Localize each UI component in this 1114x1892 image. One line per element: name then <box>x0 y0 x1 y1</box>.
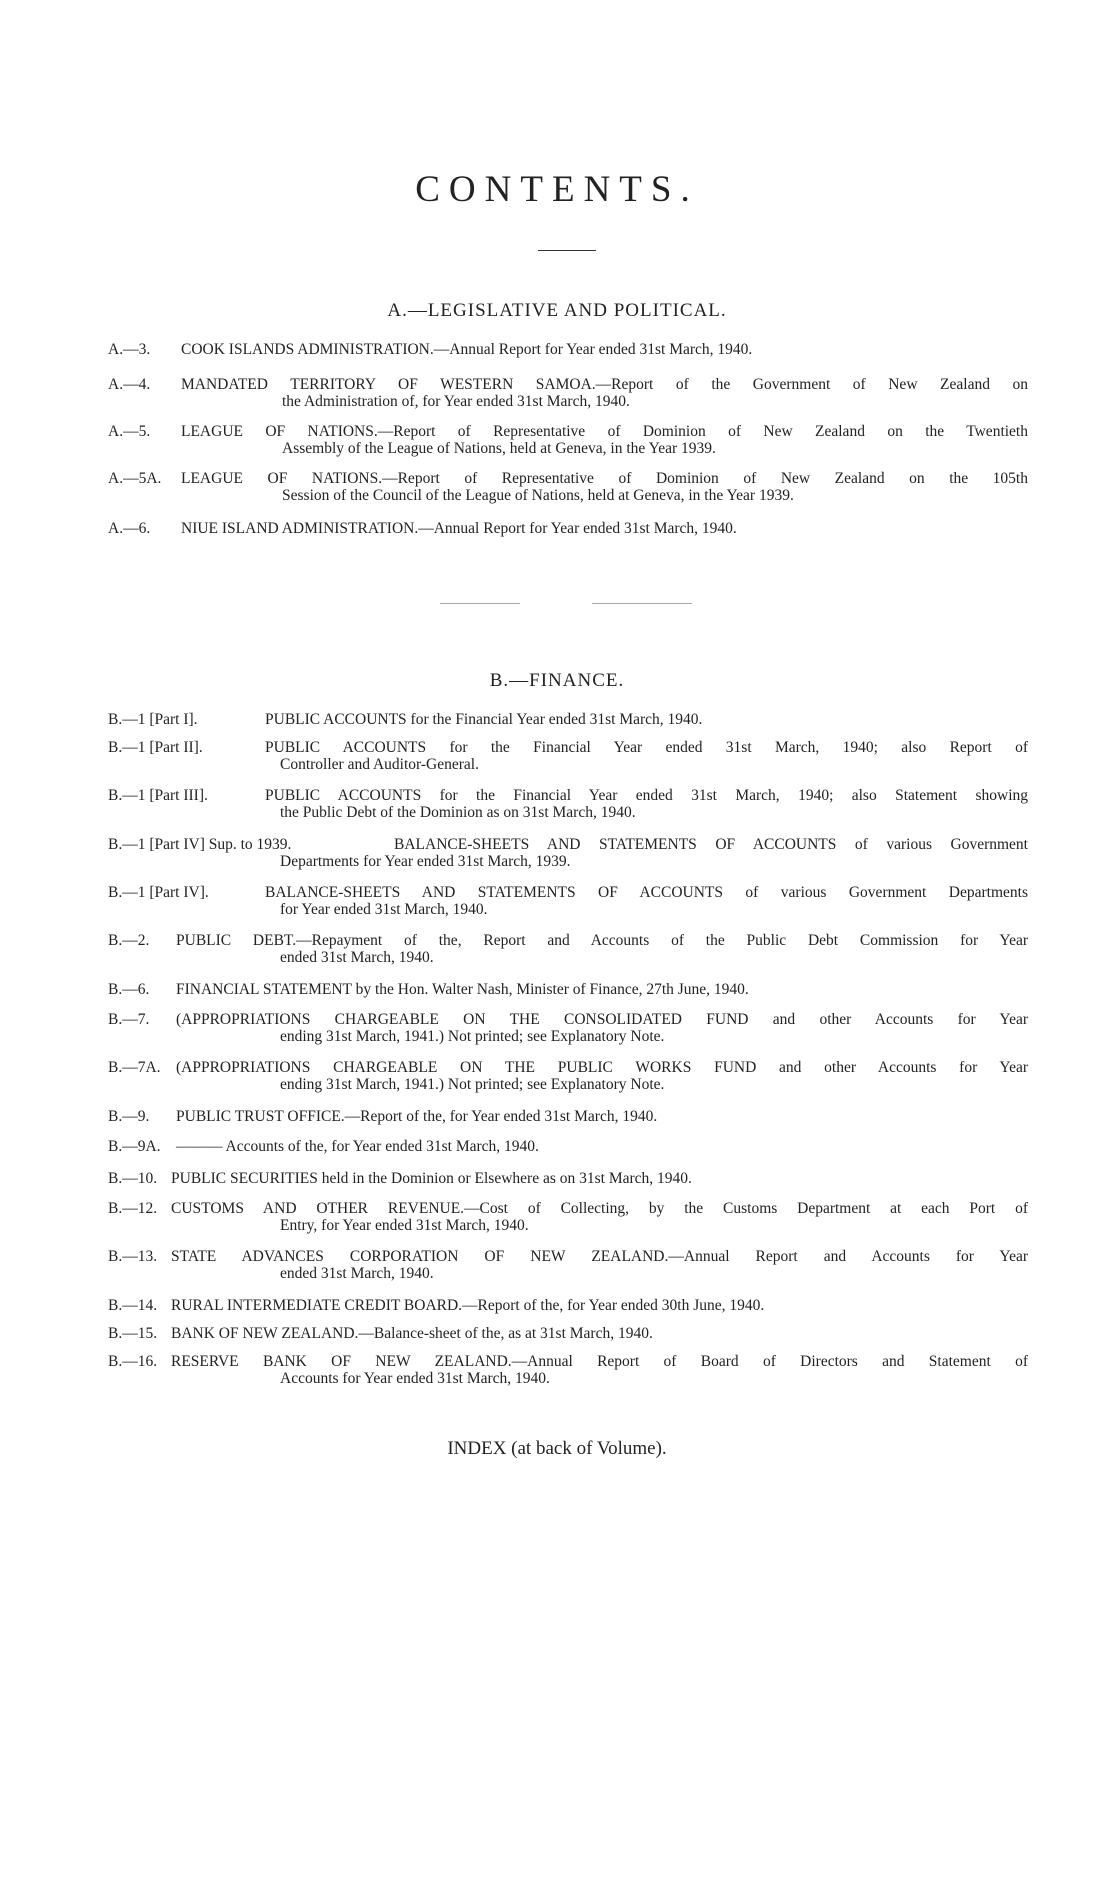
entry-code: B.—9A. <box>108 1138 161 1155</box>
entry-title: FINANCIAL STATEMENT by the Hon. Walter Nash, Minister of Finance, 27th June, 1940. <box>176 981 749 998</box>
entry-title: (APPROPRIATIONS CHARGEABLE ON THE CONSOLIDATED FUND and other Accounts for Year <box>176 1011 1028 1028</box>
entry-title: PUBLIC DEBT.—Repayment of the, Report and Accounts of the Public Debt Commission for Year <box>176 932 1028 949</box>
entry-title: RESERVE BANK OF NEW ZEALAND.—Annual Report of Board of Directors and Statement of <box>171 1353 1028 1370</box>
entry-title: PUBLIC ACCOUNTS for the Financial Year ended 31st March, 1940; also Statement showing <box>265 787 1028 804</box>
index-note: INDEX (at back of Volume). <box>447 1438 667 1459</box>
entry-code: A.—6. <box>108 520 151 537</box>
entry-title: BANK OF NEW ZEALAND.—Balance-sheet of the, as at 31st March, 1940. <box>171 1325 653 1342</box>
entry-continuation: Session of the Council of the League of Nations, held at Geneva, in the Year 1939. <box>282 487 794 504</box>
entry-title: MANDATED TERRITORY OF WESTERN SAMOA.—Report of the Government of New Zealand on <box>181 376 1028 393</box>
entry-code: B.—1 [Part II]. <box>108 739 203 756</box>
entry-title: COOK ISLANDS ADMINISTRATION.—Annual Report for Year ended 31st March, 1940. <box>181 341 753 358</box>
entry-continuation: ending 31st March, 1941.) Not printed; see Explanatory Note. <box>280 1028 665 1045</box>
entry-code: A.—5A. <box>108 470 162 487</box>
entry-title: PUBLIC ACCOUNTS for the Financial Year ended 31st March, 1940. <box>265 711 703 728</box>
section-heading-b: B.—FINANCE. <box>489 670 625 691</box>
entry-title: PUBLIC TRUST OFFICE.—Report of the, for Year ended 31st March, 1940. <box>176 1108 658 1125</box>
page-title: CONTENTS. <box>415 169 699 210</box>
entry-code: B.—6. <box>108 981 150 998</box>
entry-title: CUSTOMS AND OTHER REVENUE.—Cost of Collecting, by the Customs Department at each Port of <box>171 1200 1028 1217</box>
entry-title: RURAL INTERMEDIATE CREDIT BOARD.—Report of the, for Year ended 30th June, 1940. <box>171 1297 765 1314</box>
entry-title: LEAGUE OF NATIONS.—Report of Representative of Dominion of New Zealand on the Twentieth <box>181 423 1028 440</box>
entry-code: B.—13. <box>108 1248 158 1265</box>
entry-title: PUBLIC SECURITIES held in the Dominion or Elsewhere as on 31st March, 1940. <box>171 1170 692 1187</box>
entry-title: ——— Accounts of the, for Year ended 31st March, 1940. <box>176 1138 539 1155</box>
entry-code: A.—3. <box>108 341 151 358</box>
entry-code: B.—9. <box>108 1108 150 1125</box>
entry-title: LEAGUE OF NATIONS.—Report of Representative of Dominion of New Zealand on the 105th <box>181 470 1028 487</box>
entry-code: B.—1 [Part III]. <box>108 787 208 804</box>
entry-code: B.—7A. <box>108 1059 161 1076</box>
section-heading-a: A.—LEGISLATIVE AND POLITICAL. <box>387 300 727 321</box>
entry-code: B.—14. <box>108 1297 158 1314</box>
entry-continuation: ending 31st March, 1941.) Not printed; see Explanatory Note. <box>280 1076 665 1093</box>
entry-code: B.—1 [Part IV] Sup. to 1939. <box>108 836 292 853</box>
entry-continuation: Controller and Auditor-General. <box>280 756 479 773</box>
entry-continuation: ended 31st March, 1940. <box>280 949 434 966</box>
entry-code: A.—4. <box>108 376 151 393</box>
entry-code: B.—15. <box>108 1325 158 1342</box>
entry-code: B.—12. <box>108 1200 158 1217</box>
entry-continuation: for Year ended 31st March, 1940. <box>280 901 488 918</box>
entry-continuation: Accounts for Year ended 31st March, 1940. <box>280 1370 550 1387</box>
entry-code: B.—7. <box>108 1011 150 1028</box>
entry-title: PUBLIC ACCOUNTS for the Financial Year ended 31st March, 1940; also Report of <box>265 739 1028 756</box>
entry-continuation: the Administration of, for Year ended 31st March, 1940. <box>282 393 630 410</box>
entry-title: STATE ADVANCES CORPORATION OF NEW ZEALAND.—Annual Report and Accounts for Year <box>171 1248 1028 1265</box>
entry-code: B.—1 [Part IV]. <box>108 884 209 901</box>
entry-title: BALANCE-SHEETS AND STATEMENTS OF ACCOUNTS of various Government <box>394 836 1028 853</box>
entry-title: NIUE ISLAND ADMINISTRATION.—Annual Report for Year ended 31st March, 1940. <box>181 520 737 537</box>
entry-code: B.—2. <box>108 932 150 949</box>
entry-continuation: ended 31st March, 1940. <box>280 1265 434 1282</box>
entry-code: A.—5. <box>108 423 151 440</box>
entry-continuation: Entry, for Year ended 31st March, 1940. <box>280 1217 529 1234</box>
section-separator <box>592 603 692 604</box>
entry-code: B.—1 [Part I]. <box>108 711 198 728</box>
entry-code: B.—16. <box>108 1353 158 1370</box>
title-rule <box>538 250 596 251</box>
entry-title: BALANCE-SHEETS AND STATEMENTS OF ACCOUNTS of various Government Departments <box>265 884 1028 901</box>
entry-continuation: the Public Debt of the Dominion as on 31st March, 1940. <box>280 804 636 821</box>
entry-continuation: Departments for Year ended 31st March, 1939. <box>280 853 571 870</box>
section-separator <box>440 603 520 604</box>
entry-code: B.—10. <box>108 1170 158 1187</box>
entry-continuation: Assembly of the League of Nations, held at Geneva, in the Year 1939. <box>282 440 716 457</box>
entry-title: (APPROPRIATIONS CHARGEABLE ON THE PUBLIC WORKS FUND and other Accounts for Year <box>176 1059 1028 1076</box>
